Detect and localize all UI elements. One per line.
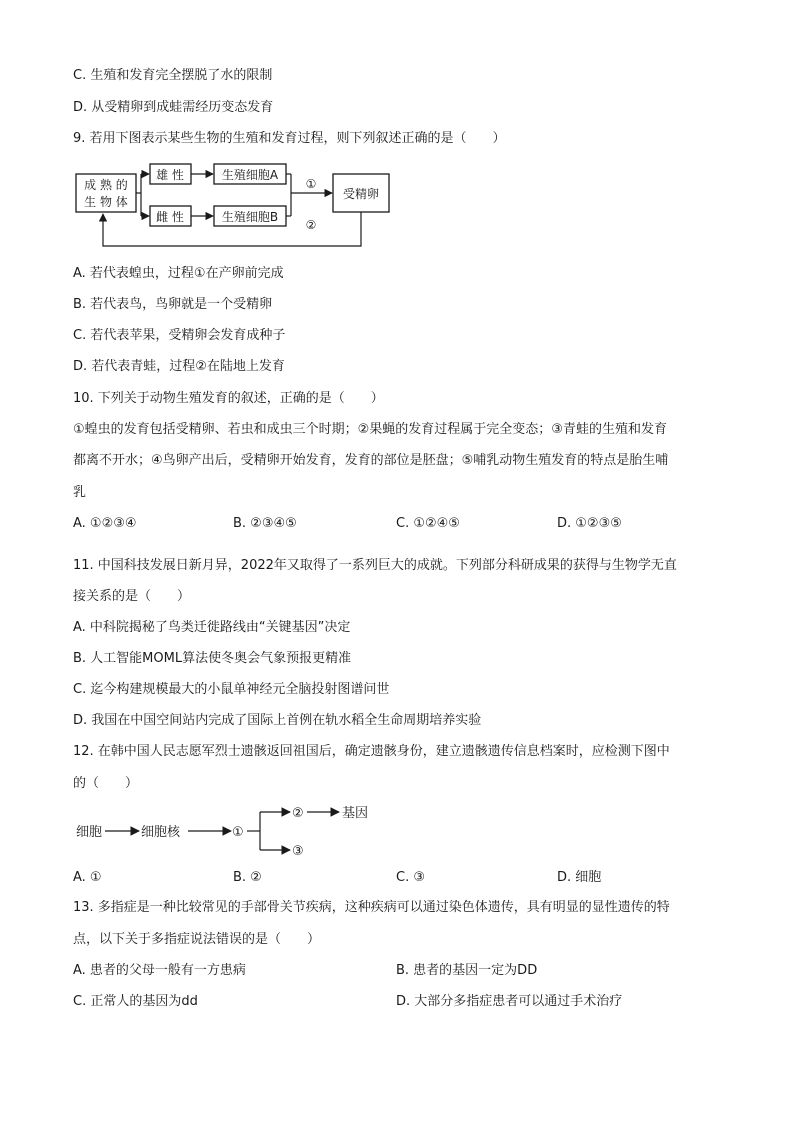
male-label: 雄 性 (156, 168, 184, 182)
nucleus-label: 细胞核 (141, 825, 181, 840)
q8-option-c: C. 生殖和发育完全摆脱了水的限制 (73, 68, 273, 83)
q10-body-line-2: 都离不开水；④鸟卵产出后，受精卵开始发育，发育的部位是胚盘；⑤哺乳动物生殖发育的特点是胎生哺 (73, 453, 669, 468)
q9-option-b: B. 若代表鸟，鸟卵就是一个受精卵 (73, 297, 273, 312)
q12-option-d: D. 细胞 (557, 870, 602, 885)
q9-reproduction-diagram (73, 158, 393, 250)
q13-option-c: C. 正常人的基因为dd (73, 994, 198, 1009)
gene-label: 基因 (342, 806, 369, 821)
node-1-label: ① (232, 825, 244, 840)
q11-option-b: B. 人工智能MOML算法使冬奥会气象预报更精准 (73, 651, 352, 666)
q10-stem: 10. 下列关于动物生殖发育的叙述，正确的是（ ） (73, 391, 384, 406)
q12-cell-diagram (73, 800, 393, 862)
female-label: 雌 性 (156, 210, 184, 224)
q12-stem-line-2: 的（ ） (73, 776, 139, 791)
cell-label: 细胞 (76, 825, 103, 840)
q8-option-d: D. 从受精卵到成蛙需经历变态发育 (73, 100, 274, 115)
q13-option-a: A. 患者的父母一般有一方患病 (73, 963, 246, 978)
q10-body-line-3: 乳 (73, 485, 87, 500)
node-2-label: ② (292, 806, 304, 821)
organism-label-1: 成 熟 的 (84, 178, 128, 192)
q13-option-d: D. 大部分多指症患者可以通过手术治疗 (396, 994, 623, 1009)
q9-stem: 9. 若用下图表示某些生物的生殖和发育过程，则下列叙述正确的是（ ） (73, 131, 506, 146)
q10-body-line-1: ①蝗虫的发育包括受精卵、若虫和成虫三个时期；②果蝇的发育过程属于完全变态；③青蛙的生殖和发育 (73, 422, 667, 437)
q10-option-b: B. ②③④⑤ (233, 516, 297, 531)
q10-option-c: C. ①②④⑤ (396, 516, 460, 531)
organism-label-2: 生 物 体 (84, 195, 128, 209)
process-2-label: ② (305, 218, 317, 232)
cell-a-label: 生殖细胞A (221, 168, 279, 182)
q11-option-a: A. 中科院揭秘了鸟类迁徙路线由“关键基因”决定 (73, 620, 351, 635)
q9-option-a: A. 若代表蝗虫，过程①在产卵前完成 (73, 266, 284, 281)
q12-option-c: C. ③ (396, 870, 425, 885)
q11-option-c: C. 迄今构建规模最大的小鼠单神经元全脑投射图谱问世 (73, 682, 390, 697)
q12-option-b: B. ② (233, 870, 262, 885)
q13-option-b: B. 患者的基因一定为DD (396, 963, 538, 978)
q10-option-d: D. ①②③⑤ (557, 516, 622, 531)
q12-stem-line-1: 12. 在韩中国人民志愿军烈士遗骸返回祖国后，确定遗骸身份，建立遗骸遗传信息档案时，应检测下图中 (73, 744, 670, 759)
process-1-label: ① (305, 177, 317, 191)
q9-option-c: C. 若代表苹果，受精卵会发育成种子 (73, 328, 286, 343)
q10-option-a: A. ①②③④ (73, 516, 137, 531)
cell-b-label: 生殖细胞B (221, 210, 279, 224)
q11-stem-line-1: 11. 中国科技发展日新月异，2022年又取得了一系列巨大的成就。下列部分科研成果的获得与生物学无直 (73, 558, 677, 573)
node-3-label: ③ (292, 844, 304, 859)
q11-stem-line-2: 接关系的是（ ） (73, 589, 191, 604)
q13-stem-line-2: 点，以下关于多指症说法错误的是（ ） (73, 932, 321, 947)
q9-option-d: D. 若代表青蛙，过程②在陆地上发育 (73, 359, 285, 374)
q13-stem-line-1: 13. 多指症是一种比较常见的手部骨关节疾病，这种疾病可以通过染色体遗传，具有明显的显性遗传的特 (73, 900, 670, 915)
q12-option-a: A. ① (73, 870, 102, 885)
zygote-label: 受精卵 (342, 187, 380, 201)
q11-option-d: D. 我国在中国空间站内完成了国际上首例在轨水稻全生命周期培养实验 (73, 713, 482, 728)
